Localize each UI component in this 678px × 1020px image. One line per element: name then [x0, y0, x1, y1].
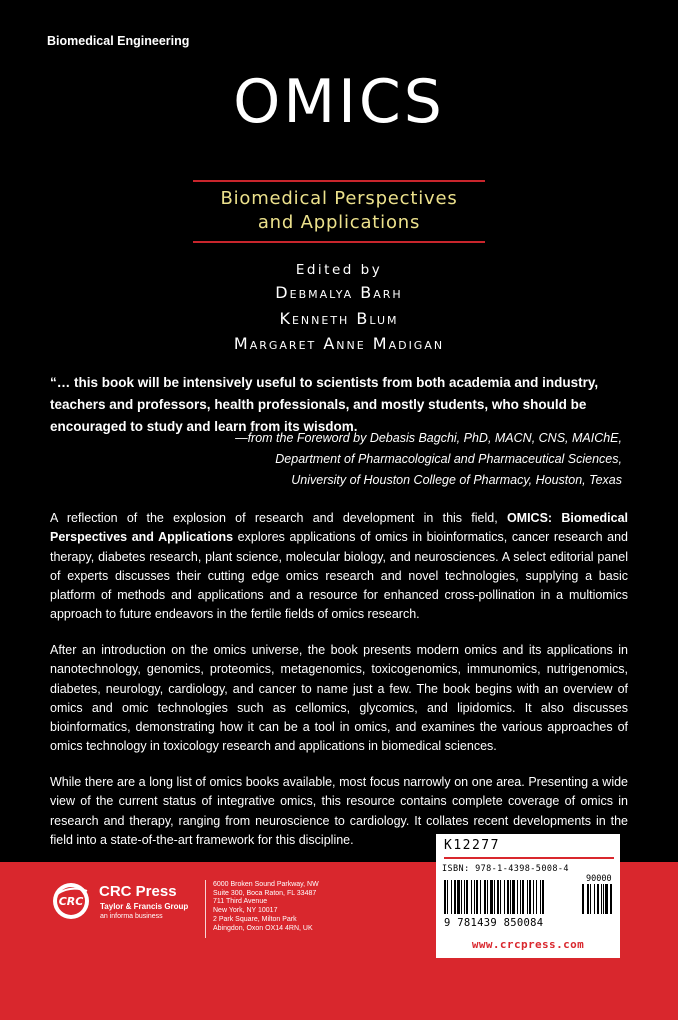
address-line-3: 711 Third Avenue — [213, 898, 268, 906]
address-line-2: Suite 300, Boca Raton, FL 33487 — [213, 889, 317, 897]
price-bar — [590, 884, 591, 914]
isbn-number: ISBN: 978-1-4398-5008-4 — [442, 864, 569, 874]
para1-intro: A reflection of the explosion of research and development in this field, — [50, 511, 507, 525]
barcode-bar — [451, 880, 452, 914]
publisher-url: www.crcpress.com — [471, 938, 585, 951]
address-line-5: 2 Park Square, Milton Park — [213, 915, 297, 923]
barcode-bar — [487, 880, 488, 914]
barcode-bar — [484, 880, 486, 914]
publisher-address — [213, 881, 319, 933]
foreword-quote: “… this book will be intensively useful to scientists from both academia and industry, teachers and professors, health professionals, and mostly students, who should be encouraged to study and learn from its wisdom. — [50, 375, 599, 434]
address-line-4: New York, NY 10017 — [213, 907, 278, 915]
product-code-rule — [444, 857, 614, 859]
logo-text: CRC — [58, 895, 84, 908]
barcode-icon — [444, 880, 614, 918]
ean-number: 9 781439 850084 — [444, 917, 544, 929]
editor-3: Margaret Anne Madigan — [233, 334, 445, 353]
title-rule-top — [193, 180, 485, 182]
barcode-bar — [466, 880, 468, 914]
barcode-bar — [512, 880, 515, 914]
edited-by-label: Edited by — [295, 262, 383, 278]
barcode-bar — [444, 880, 446, 914]
book-title: OMICS — [233, 67, 445, 137]
price-code: 90000 — [586, 874, 612, 884]
price-bar — [587, 884, 589, 914]
publisher-name: CRC Press — [99, 883, 177, 900]
barcode-bar — [454, 880, 456, 914]
barcode-bar — [540, 880, 541, 914]
price-bar — [603, 884, 604, 914]
barcode-bar — [533, 880, 534, 914]
address-line-6: Abingdon, Oxon OX14 4RN, UK — [213, 924, 313, 932]
attribution-line-3: University of Houston College of Pharmacy, Houston, Texas — [291, 473, 622, 487]
attribution-line-1: —from the Foreword by Debasis Bagchi, PhD, MACN, CNS, MAIChE, — [235, 431, 622, 445]
price-bar — [605, 884, 608, 914]
barcode-bar — [490, 880, 493, 914]
price-bar — [594, 884, 595, 914]
description-paragraph-2: After an introduction on the omics universe, the book presents modern omics and its applications in nanotechnology, genomics, proteomics, metagenomics, toxicogenomics, immunomics, nutrigenomics, diabetes, neurology, cardiology, and cancer to name just a few. The book begins with an overview of omics and omic technologies such as cellomics, glycomics, and lipidomics. It also discusses bioinformatics, demonstrating how it can be a tool in omics, and examines the various approaches of omics technology in toxicology research and applications in biomedical sciences. — [50, 643, 628, 754]
product-code: K12277 — [444, 838, 500, 853]
description-paragraph-1 — [50, 509, 628, 625]
publisher-divider — [205, 880, 206, 938]
barcode-bar — [474, 880, 475, 914]
attribution-line-2: Department of Pharmacological and Pharmaceutical Sciences, — [275, 452, 622, 466]
barcode-bar — [522, 880, 524, 914]
title-rule-bottom — [193, 241, 485, 243]
barcode-bar — [529, 880, 531, 914]
barcode-bar — [461, 880, 462, 914]
barcode-bar — [504, 880, 505, 914]
isbn-label — [442, 864, 569, 874]
barcode-bar — [464, 880, 465, 914]
publisher-tagline: an informa business — [100, 913, 163, 920]
price-bar — [597, 884, 599, 914]
barcode-bar — [476, 880, 478, 914]
editor-2: Kenneth Blum — [279, 309, 399, 328]
barcode-bar — [517, 880, 518, 914]
barcode-bar — [500, 880, 501, 914]
subtitle-line-2: and Applications — [257, 212, 421, 233]
barcode-bar — [471, 880, 472, 914]
crc-press-logo-icon — [51, 881, 95, 921]
barcode-bar — [536, 880, 537, 914]
barcode-bar — [447, 880, 448, 914]
barcode-bar — [494, 880, 495, 914]
barcode-bar — [480, 880, 481, 914]
subtitle-line-1: Biomedical Perspectives — [220, 188, 458, 209]
description-paragraph-3: While there are a long list of omics books available, most focus narrowly on one area. Presenting a wide view of the current status of integrative omics, this resource contains complete coverage of omics in research and therapy, ranging from neuroscience to cardiology. It collates recent developments in the field into a state-of-the-art framework for this discipline. — [50, 775, 628, 847]
publisher-group: Taylor & Francis Group — [100, 902, 189, 911]
para1-book-title: OMICS: Biomedical Perspectives and Applications — [50, 511, 628, 545]
editor-1: Debmalya Barh — [275, 283, 403, 302]
address-line-1: 6000 Broken Sound Parkway, NW — [213, 881, 319, 888]
price-bar — [601, 884, 602, 914]
barcode-bar — [457, 880, 460, 914]
barcode-bar — [507, 880, 509, 914]
barcode-bar — [542, 880, 544, 914]
series-label: Biomedical Engineering — [47, 34, 190, 48]
barcode-bar — [497, 880, 499, 914]
price-bar — [610, 884, 612, 914]
price-bar — [582, 884, 584, 914]
barcode-bar — [510, 880, 511, 914]
barcode-bar — [527, 880, 528, 914]
barcode-bar — [520, 880, 521, 914]
para1-rest: explores applications of omics in bioinformatics, cancer research and therapy, diabetes research, plant science, molecular biology, and neurosciences. A select editorial panel of experts discusses their cutting edge omics research and novel technologies, supplying a basic platform of methods and applications and a resource for enhanced cross-pollination in a multiomics approach to future endeavors in the fertile fields of omics research. — [50, 530, 628, 622]
